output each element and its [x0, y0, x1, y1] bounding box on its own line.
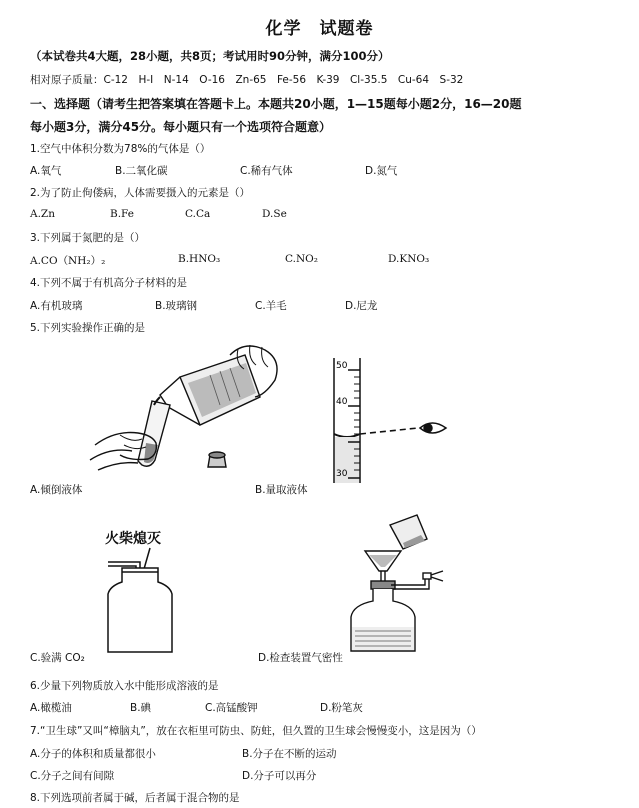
figure-measuring-cylinder — [320, 358, 500, 488]
exam-note: （本试卷共4大题，28小题，共8页；考试用时90分钟，满分100分） — [30, 49, 390, 63]
question-1-stem: 1.空气中体积分数为78%的气体是（） — [30, 143, 211, 155]
question-5-option-a: A.倾倒液体 — [30, 484, 83, 496]
question-2-option-c: C.Ca — [185, 208, 211, 220]
question-2-option-b: B.Fe — [110, 208, 134, 220]
question-4-option-b: B.玻璃钢 — [155, 300, 198, 312]
question-7-stem: 7.“卫生球”又叫“樟脑丸”，放在衣柜里可防虫、防蛀，但久置的卫生球会慢慢变小，这是因为（） — [30, 725, 482, 737]
question-4-option-c: C.羊毛 — [255, 300, 287, 312]
section-heading-line2: 每小题3分，满分45分。每小题只有一个选项符合题意） — [30, 120, 332, 134]
question-1-option-d: D.氮气 — [365, 165, 398, 177]
question-6-option-b: B.碘 — [130, 702, 152, 714]
question-2-option-d: D.Se — [262, 208, 287, 220]
question-6-option-c: C.高锰酸钾 — [205, 702, 258, 714]
atomic-masses: 相对原子质量：C-12 H-I N-14 O-16 Zn-65 Fe-56 K-39 Cl-35.5 Cu-64 S-32 — [30, 74, 464, 86]
question-5-option-c: C.验满 CO₂ — [30, 652, 85, 664]
question-6-stem: 6.少量下列物质放入水中能形成溶液的是 — [30, 680, 219, 692]
question-3-stem: 3.下列属于氮肥的是（） — [30, 232, 146, 244]
question-3-option-d: D.KNO₃ — [388, 253, 430, 265]
question-3-option-b: B.HNO₃ — [178, 253, 221, 265]
question-6-option-d: D.粉笔灰 — [320, 702, 363, 714]
figure-airtightness-check — [345, 515, 455, 655]
question-4-option-a: A.有机玻璃 — [30, 300, 83, 312]
figure-match-label: 火柴熄灭 — [105, 531, 161, 547]
question-1-option-b: B.二氧化碳 — [115, 165, 168, 177]
question-2-option-a: A.Zn — [30, 208, 55, 220]
section-heading-line1: 一、选择题（请考生把答案填在答题卡上。本题共20小题，1—15题每小题2分，16—20题 — [30, 97, 522, 111]
question-1-option-a: A.氧气 — [30, 165, 62, 177]
question-4-stem: 4.下列不属于有机高分子材料的是 — [30, 277, 188, 289]
cylinder-tick-30: 30 — [336, 469, 348, 479]
question-7-option-a: A.分子的体积和质量都很小 — [30, 748, 156, 760]
question-5-stem: 5.下列实验操作正确的是 — [30, 322, 146, 334]
question-7-option-d: D.分子可以再分 — [242, 770, 317, 782]
question-2-stem: 2.为了防止佝偻病，人体需要摄入的元素是（） — [30, 187, 251, 199]
question-3-option-a: A.CO（NH₂）₂ — [30, 255, 106, 267]
question-5-option-d: D.检查装置气密性 — [258, 652, 343, 664]
question-3-option-c: C.NO₂ — [285, 253, 319, 265]
question-5-option-b: B.量取液体 — [255, 484, 308, 496]
question-8-stem: 8.下列选项前者属于碱，后者属于混合物的是 — [30, 792, 240, 804]
question-6-option-a: A.橄榄油 — [30, 702, 72, 714]
question-7-option-c: C.分子之间有间隙 — [30, 770, 115, 782]
question-1-option-c: C.稀有气体 — [240, 165, 293, 177]
cylinder-tick-50: 50 — [336, 361, 348, 371]
figure-pouring-liquid — [60, 335, 300, 485]
question-4-option-d: D.尼龙 — [345, 300, 378, 312]
cylinder-tick-40: 40 — [336, 397, 348, 407]
page-title: 化学 试题卷 — [265, 19, 374, 39]
figure-co2-bottle — [100, 548, 190, 658]
question-7-option-b: B.分子在不断的运动 — [242, 748, 337, 760]
